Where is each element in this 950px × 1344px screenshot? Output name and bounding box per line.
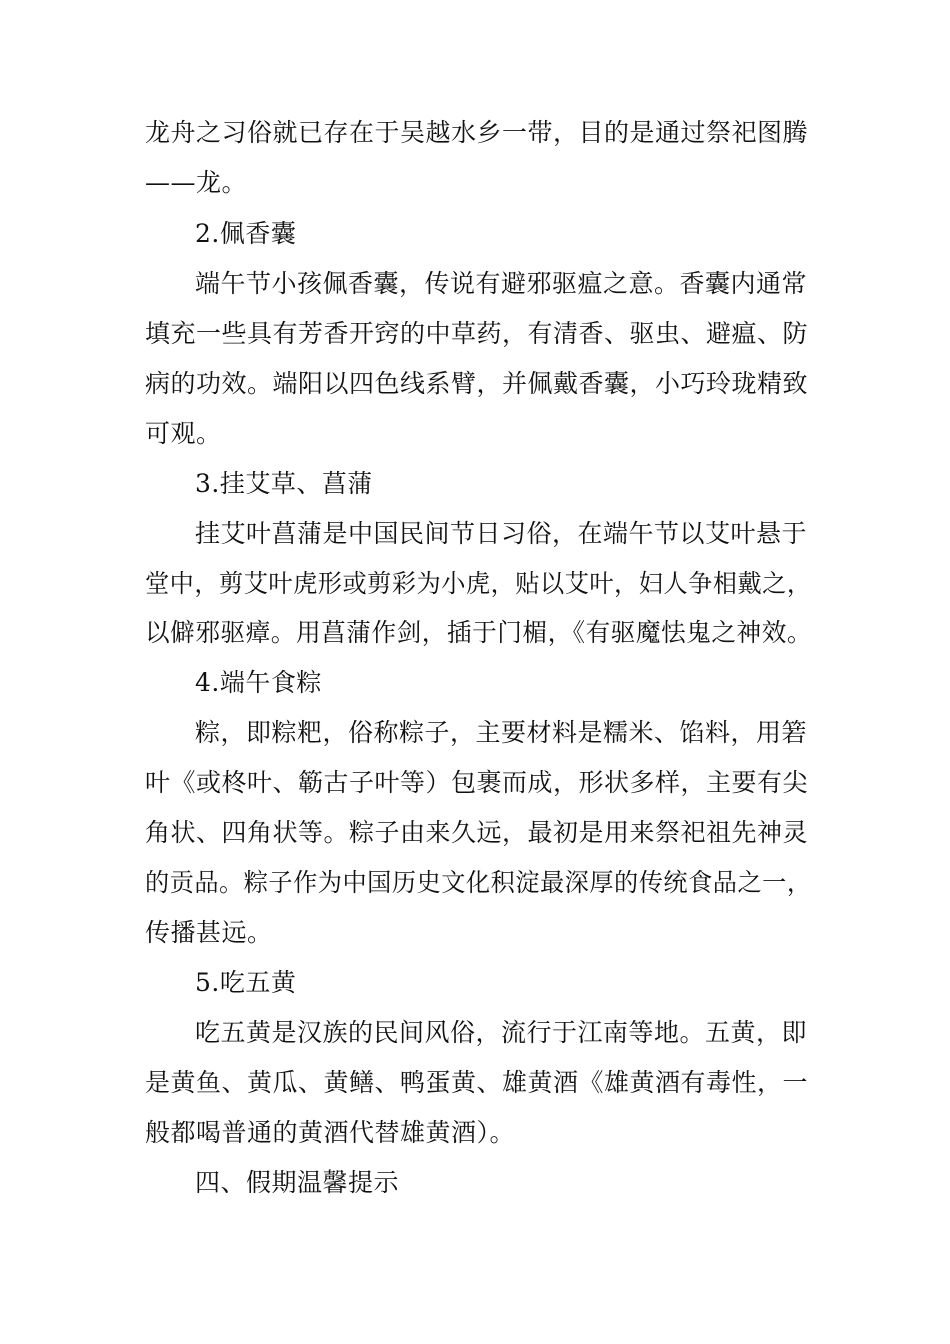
paragraph-line: 粽，即粽粑，俗称粽子，主要材料是糯米、馅料，用箬 <box>195 718 808 747</box>
paragraph-line: 是黄鱼、黄瓜、黄鳝、鸭蛋黄、雄黄酒《雄黄酒有毒性，一 <box>145 1068 809 1097</box>
paragraph-line: 吃五黄是汉族的民间风俗，流行于江南等地。五黄，即 <box>195 1018 808 1047</box>
paragraph-line: 填充一些具有芳香开窍的中草药，有清香、驱虫、避瘟、防 <box>145 319 809 348</box>
paragraph-line: ——龙。 <box>145 168 248 197</box>
chapter-heading-holiday-tips: 四、假期温馨提示 <box>195 1168 400 1197</box>
section-heading-aicao: 3.挂艾草、菖蒲 <box>195 469 373 498</box>
section-heading-xiangnang: 2.佩香囊 <box>195 219 297 248</box>
section-heading-wuhuang: 5.吃五黄 <box>195 968 297 997</box>
paragraph-line: 般都喝普通的黄酒代替雄黄酒）。 <box>145 1118 516 1147</box>
paragraph-line: 挂艾叶菖蒲是中国民间节日习俗，在端午节以艾叶悬于 <box>195 519 808 548</box>
paragraph-line: 叶《或柊叶、簕古子叶等）包裹而成，形状多样，主要有尖 <box>145 768 809 797</box>
paragraph-line: 病的功效。端阳以四色线系臂，并佩戴香囊，小巧玲珑精致 <box>145 369 809 398</box>
paragraph-line: 角状、四角状等。粽子由来久远，最初是用来祭祀祖先神灵 <box>145 818 809 847</box>
paragraph-line: 端午节小孩佩香囊，传说有避邪驱瘟之意。香囊内通常 <box>195 269 808 298</box>
paragraph-line: 传播甚远。 <box>145 918 273 947</box>
paragraph-line: 以僻邪驱瘴。用菖蒲作剑，插于门楣，《有驱魔怯鬼之神效。 <box>145 618 813 647</box>
section-heading-zongzi: 4.端午食粽 <box>195 668 322 697</box>
paragraph-line: 龙舟之习俗就已存在于吴越水乡一带，目的是通过祭祀图腾 <box>145 118 809 147</box>
paragraph-line: 可观。 <box>145 419 222 448</box>
paragraph-line: 堂中，剪艾叶虎形或剪彩为小虎，贴以艾叶，妇人争相戴之， <box>145 569 812 598</box>
paragraph-line: 的贡品。粽子作为中国历史文化积淀最深厚的传统食品之一， <box>145 868 812 897</box>
